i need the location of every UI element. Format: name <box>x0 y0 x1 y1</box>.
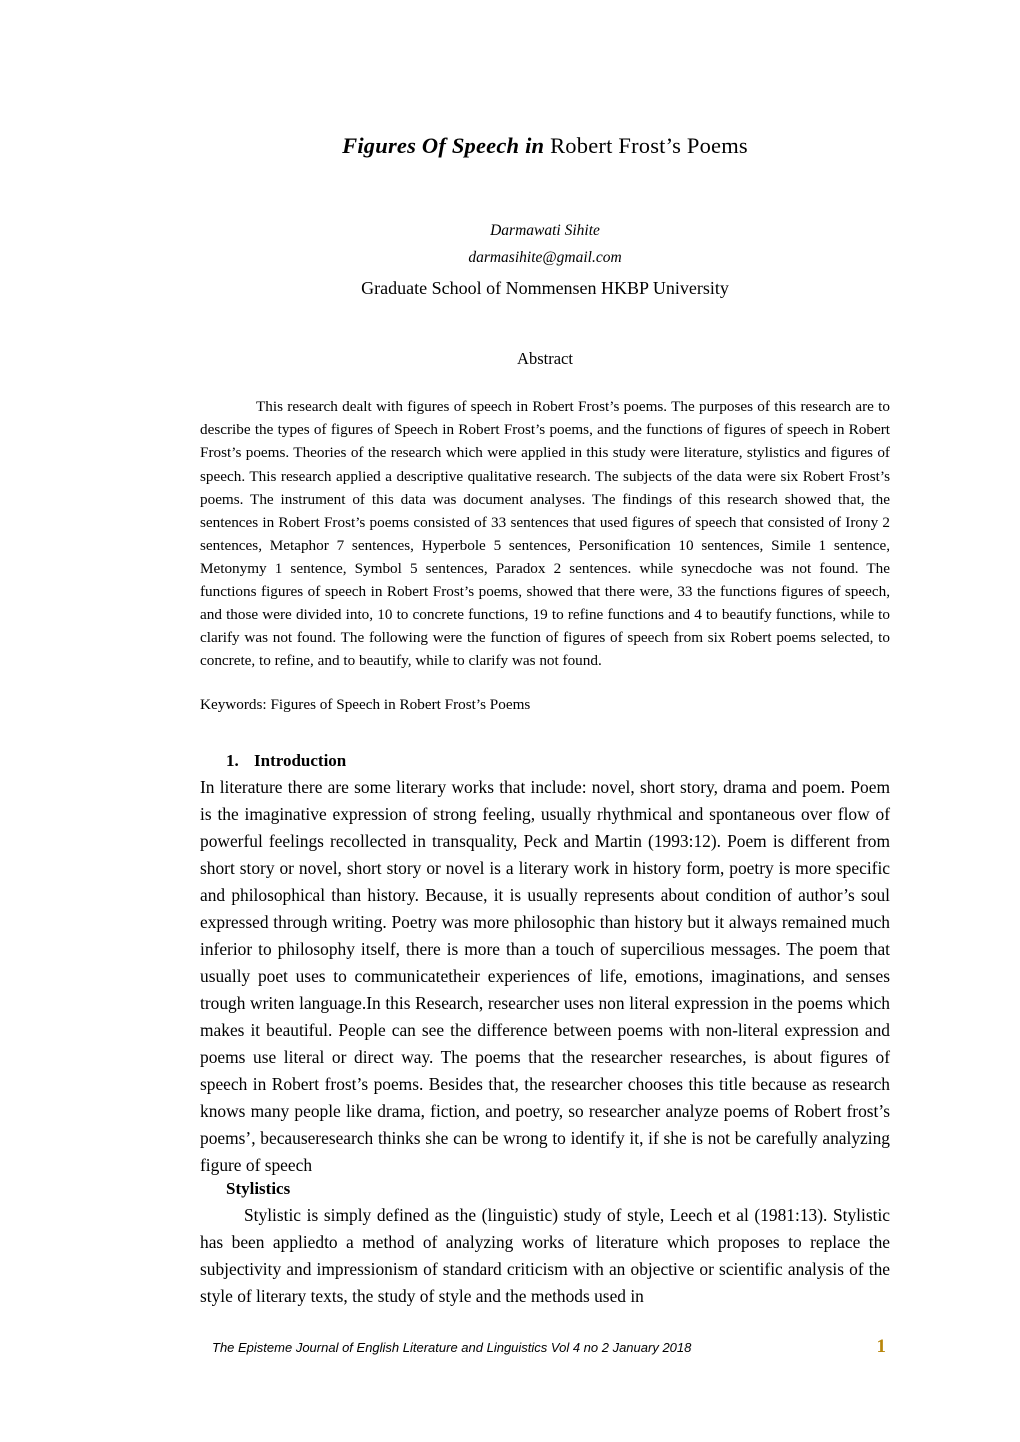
abstract-heading: Abstract <box>517 349 573 369</box>
paper-title-italic: Figures Of Speech in <box>342 133 545 158</box>
page-footer <box>212 1336 892 1358</box>
section-title: Introduction <box>254 751 347 771</box>
author-email: darmasihite@gmail.com <box>468 249 622 267</box>
keywords-line: Keywords: Figures of Speech in Robert Frost’s Poems <box>200 696 531 714</box>
abstract-body: This research dealt with figures of speech in Robert Frost’s poems. The purposes of this research are to describe the types of figures of Speech in Robert Frost’s poems, and the functions of figures of speech in Robert Frost’s poems. Theories of the research which were applied in this study were literature, stylistics and figures of speech. This research applied a descriptive qualitative research. The subjects of the data were six Robert Frost’s poems. The instrument of this data was document analyses. The findings of this research showed that, the sentences in Robert Frost’s poems consisted of 33 sentences that used figures of speech that consisted of Irony 2 sentences, Metaphor 7 sentences, Hyperbole 5 sentences, Personification 10 sentences, Simile 1 sentence, Metonymy 1 sentence, Symbol 5 sentences, Paradox 2 sentences. while synecdoche was not found. The functions figures of speech in Robert Frost’s poems, showed that there were, 33 the functions figures of speech, and those were divided into, 10 to concrete functions, 19 to refine functions and 4 to beautify functions, while to clarify was not found. The following were the function of figures of speech from six Robert poems selected, to concrete, to refine, and to beautify, while to clarify was not found. <box>200 398 890 670</box>
page-content <box>200 0 890 1310</box>
author-affiliation: Graduate School of Nommensen HKBP University <box>361 278 729 299</box>
section-body-introduction: In literature there are some literary works that include: novel, short story, drama and poem. Poem is the imaginative expression of strong feeling, usually rhythmical and spontaneous over flow of powerful feelings recollected in transquality, Peck and Martin (1993:12). Poem is different from short story or novel, short story or novel is a literary work in history form, poetry is more specific and philosophical than history. Because, it is usually represents about condition of author’s soul expressed through writing. Poetry was more philosophic than history but it always remained much inferior to philosophy itself, there is more than a touch of supercilious messages. The poem that usually poet uses to communicatetheir experiences of life, emotions, imaginations, and senses trough writen language.In this Research, researcher uses non literal expression in the poems which makes it beautiful. People can see the difference between poems with non-literal expression and poems use literal or direct way. The poems that the researcher researches, is about figures of speech in Robert frost’s poems. Besides that, the researcher chooses this title because as research knows many people like drama, fiction, and poetry, so researcher analyze poems of Robert frost’s poems’, becauseresearch thinks she can be wrong to identify it, if she is not be carefully analyzing figure of speech <box>200 777 890 1175</box>
subsection-heading-stylistics: Stylistics <box>226 1178 291 1198</box>
section-heading-introduction <box>200 751 890 771</box>
author-name: Darmawati Sihite <box>490 222 600 239</box>
footer-journal-line: The Episteme Journal of English Literature and Linguistics Vol 4 no 2 January 2018 <box>212 1340 692 1355</box>
paper-title <box>200 132 890 159</box>
paper-title-regular: Robert Frost’s Poems <box>550 133 748 158</box>
section-number: 1. <box>226 751 239 771</box>
page-number: 1 <box>876 1336 886 1357</box>
subsection-body-stylistics: Stylistic is simply defined as the (linguistic) study of style, Leech et al (1981:13). Stylistic has been appliedto a method of analyzing works of literature which proposes to replace the subjectivity and impressionism of standard criticism with an objective or scientific analysis of the style of literary texts, the study of style and the methods used in <box>200 1204 890 1306</box>
